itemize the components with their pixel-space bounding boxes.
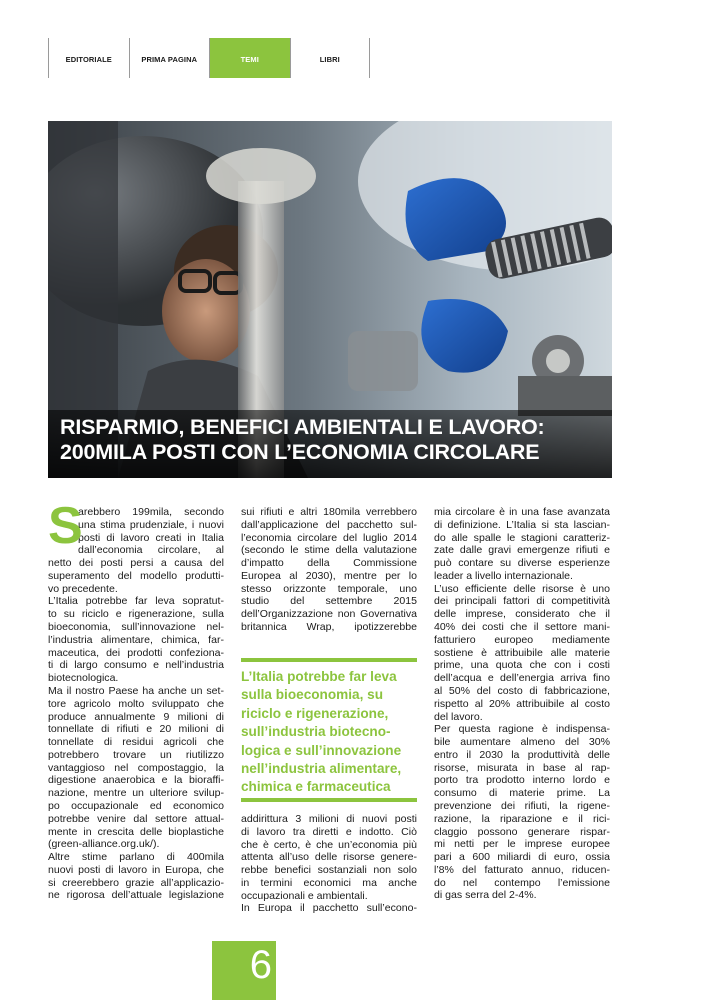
text-line: L’uso efficiente delle risorse è uno bbox=[434, 582, 610, 595]
hero-photo bbox=[48, 121, 612, 478]
text-line: do nel contempo l’emissione bbox=[434, 876, 610, 889]
nav-item-label: EDITORIALE bbox=[65, 55, 112, 64]
text-line: maceutica, dei prodotti confeziona- bbox=[48, 646, 224, 659]
article-column-3 bbox=[434, 506, 610, 902]
text-line: vantaggioso nel compostaggio, la bbox=[48, 761, 224, 774]
text-line: rebbe benefici sostanziali non solo bbox=[241, 864, 417, 877]
text-line: 40% dei costi che il settore mani- bbox=[434, 621, 610, 634]
text-line: tore agricolo molto sviluppato che bbox=[48, 697, 224, 710]
pull-quote-line: riciclo e rigenerazione, bbox=[241, 705, 389, 721]
nav-item-editoriale[interactable] bbox=[48, 38, 129, 78]
text-line: fatturiero europeo mediamente bbox=[434, 633, 610, 646]
pull-quote-line: sull’industria biotecno- bbox=[241, 724, 391, 740]
text-line: claggio possono generare rispar- bbox=[434, 825, 610, 838]
article-column-2-continued bbox=[241, 813, 417, 915]
text-line: risorse, misurata in base al rap- bbox=[434, 761, 610, 774]
text-line: mente in crescita delle bioplastiche bbox=[48, 825, 224, 838]
text-line: entro il 2030 la produttività delle bbox=[434, 748, 610, 761]
text-line: ti di largo consumo e nell’industria bbox=[48, 659, 224, 672]
text-line: in termini economici ma anche bbox=[241, 876, 417, 889]
text-line: del lavoro. bbox=[434, 710, 483, 723]
text-line: netto dei posti persi a causa del bbox=[48, 557, 224, 570]
text-line: porto tra prodotto interno lordo e bbox=[434, 774, 610, 787]
text-line: sostiene è attribuibile alle materie bbox=[434, 646, 610, 659]
text-line: rispetto al 20% attribuibile al costo bbox=[434, 697, 610, 710]
text-line: dell’Organizzazione non Governativa bbox=[241, 608, 417, 621]
text-line: addirittura 3 milioni di nuovi posti bbox=[241, 813, 417, 825]
text-line: l’economia circolare del luglio 2014 bbox=[241, 531, 417, 544]
text-line: In Europa il pacchetto sull’econo- bbox=[241, 902, 417, 915]
pull-quote-line: sulla bioeconomia, su bbox=[241, 687, 384, 703]
text-line: L’Italia potrebbe far leva sopratut- bbox=[48, 595, 224, 608]
text-line: dei principali fattori di competitività bbox=[434, 595, 610, 608]
text-line: una stima prudenziale, i nuovi bbox=[78, 518, 224, 531]
pull-quote-line: chimica e farmaceutica bbox=[241, 779, 391, 795]
text-line: dell’acqua e dell’energia arriva fino bbox=[434, 672, 610, 685]
text-line: digestione anaerobica e la bioraffi- bbox=[48, 774, 224, 787]
text-line: al 50% del costo di fabbricazione, bbox=[434, 684, 610, 697]
text-line: ne rigorosa dell’attuale legislazione bbox=[48, 889, 224, 902]
text-line: di gas serra del 2-4%. bbox=[434, 889, 537, 902]
text-line: vo precedente. bbox=[48, 582, 118, 595]
text-line: mia circolare è in una fase avanzata bbox=[434, 506, 610, 518]
text-line: dall’applicazione del pacchetto sul- bbox=[241, 518, 417, 531]
nav-item-label: TEMI bbox=[240, 55, 259, 64]
text-line: nuovi posti di lavoro in Europa, che bbox=[48, 863, 224, 876]
text-line: razione, la riparazione e il rici- bbox=[434, 812, 610, 825]
text-line: biotecnologica. bbox=[48, 672, 119, 685]
pull-quote-line: nell’industria alimentare, bbox=[241, 761, 402, 777]
text-line: (green-alliance.org.uk/). bbox=[48, 838, 160, 851]
text-line: arebbero 199mila, secondo bbox=[78, 506, 224, 518]
text-line: d’impatto della Commissione bbox=[241, 557, 417, 570]
text-line: mi netti per le imprese europee bbox=[434, 838, 610, 851]
text-line: Europea al 2030), mentre per lo bbox=[241, 569, 417, 582]
text-line: zate dalle gravi emergenze rifiuti e bbox=[434, 544, 610, 557]
pull-quote bbox=[241, 658, 417, 802]
text-line: Ma il nostro Paese ha anche un set- bbox=[48, 684, 224, 697]
text-line: può contare su diverse esperienze bbox=[434, 557, 610, 570]
page-number-tab bbox=[212, 941, 276, 1000]
text-line: consumo di materie prime. La bbox=[434, 787, 610, 800]
pull-quote-rule-top bbox=[241, 658, 417, 662]
text-line: occupazionali e ambientali. bbox=[241, 889, 368, 902]
article-headline bbox=[60, 415, 604, 465]
text-line: Per questa ragione è indispensa- bbox=[434, 723, 610, 736]
pull-quote-line: L’Italia potrebbe far leva bbox=[241, 669, 397, 684]
text-line: dall’economia circolare, al bbox=[78, 544, 224, 557]
text-line: bile aumentare almeno del 30% bbox=[434, 736, 610, 749]
text-line: potrebbero trovare un riutilizzo bbox=[48, 748, 224, 761]
nav-item-label: LIBRI bbox=[319, 55, 340, 64]
nav-item-temi[interactable] bbox=[209, 38, 290, 78]
text-line: do alle spalle le stagioni caratteriz- bbox=[434, 531, 610, 544]
text-line: nazione, mentre un ulteriore svilup- bbox=[48, 787, 224, 800]
headline-line-1: RISPARMIO, BENEFICI AMBIENTALI E LAVORO: bbox=[60, 415, 545, 439]
text-line: l’8% del fatturato annuo, riducen- bbox=[434, 863, 610, 876]
headline-line-2: 200MILA POSTI CON L’ECONOMIA CIRCOLARE bbox=[60, 440, 540, 464]
text-line: posti di lavoro creati in Italia bbox=[78, 531, 224, 544]
text-line: leader a livello internazionale. bbox=[434, 569, 573, 582]
nav-item-label: PRIMA PAGINA bbox=[141, 55, 198, 64]
text-line: delle imprese, considerato che il bbox=[434, 608, 610, 621]
nav-item-prima-pagina[interactable] bbox=[129, 38, 210, 78]
text-line: prevenzione dei rifiuti, la rigene- bbox=[434, 799, 610, 812]
text-line: prime, una quota che con i costi bbox=[434, 659, 610, 672]
pull-quote-text bbox=[241, 668, 417, 797]
text-line: po occupazionale ed economico bbox=[48, 799, 224, 812]
text-line: superamento del modello produtti- bbox=[48, 569, 224, 582]
nav-item-libri[interactable] bbox=[290, 38, 371, 78]
text-line: studio del settembre 2015 bbox=[241, 595, 417, 608]
section-nav bbox=[48, 38, 370, 78]
text-line: tonnellate di rifiuti e 20 milioni di bbox=[48, 723, 224, 736]
text-line: di definizione. L’Italia si sta lascian- bbox=[434, 518, 610, 531]
text-line: bioeconomia, sull’innovazione nel- bbox=[48, 621, 224, 634]
column-1-lines bbox=[48, 497, 224, 902]
text-line: potrebbe venire dal settore attual- bbox=[48, 812, 224, 825]
text-line: (secondo le stime della valutazione bbox=[241, 544, 417, 557]
text-line: che è certo, è che un’economia più bbox=[241, 838, 417, 851]
text-line: l’industria alimentare, chimica, far- bbox=[48, 633, 224, 646]
page-number: 6 bbox=[249, 943, 272, 987]
text-line: si creerebbero grazie all’applicazio- bbox=[48, 876, 224, 889]
text-line: britannica Wrap, ipotizzerebbe bbox=[241, 621, 417, 634]
article-column-2 bbox=[241, 506, 417, 634]
text-line: attenta all’uso delle risorse genere- bbox=[241, 851, 417, 864]
text-line: di lavoro tra diretti e indotto. Ciò bbox=[241, 825, 417, 838]
article-column-1 bbox=[48, 497, 224, 902]
pull-quote-line: logica e sull’innovazione bbox=[241, 742, 402, 758]
text-line: sui rifiuti e altri 180mila verrebbero bbox=[241, 506, 417, 518]
text-line: to su riciclo e rigenerazione, sulla bbox=[48, 608, 224, 621]
text-line: pari a 600 miliardi di euro, ossia bbox=[434, 851, 610, 864]
text-line: stesso orizzonte temporale, uno bbox=[241, 582, 417, 595]
pull-quote-rule-bottom bbox=[241, 798, 417, 802]
text-line: tonnellate di residui agricoli che bbox=[48, 736, 224, 749]
drop-cap: S bbox=[48, 497, 83, 555]
text-line: produce annualmente 9 milioni di bbox=[48, 710, 224, 723]
text-line: Altre stime parlano di 400mila bbox=[48, 851, 224, 864]
